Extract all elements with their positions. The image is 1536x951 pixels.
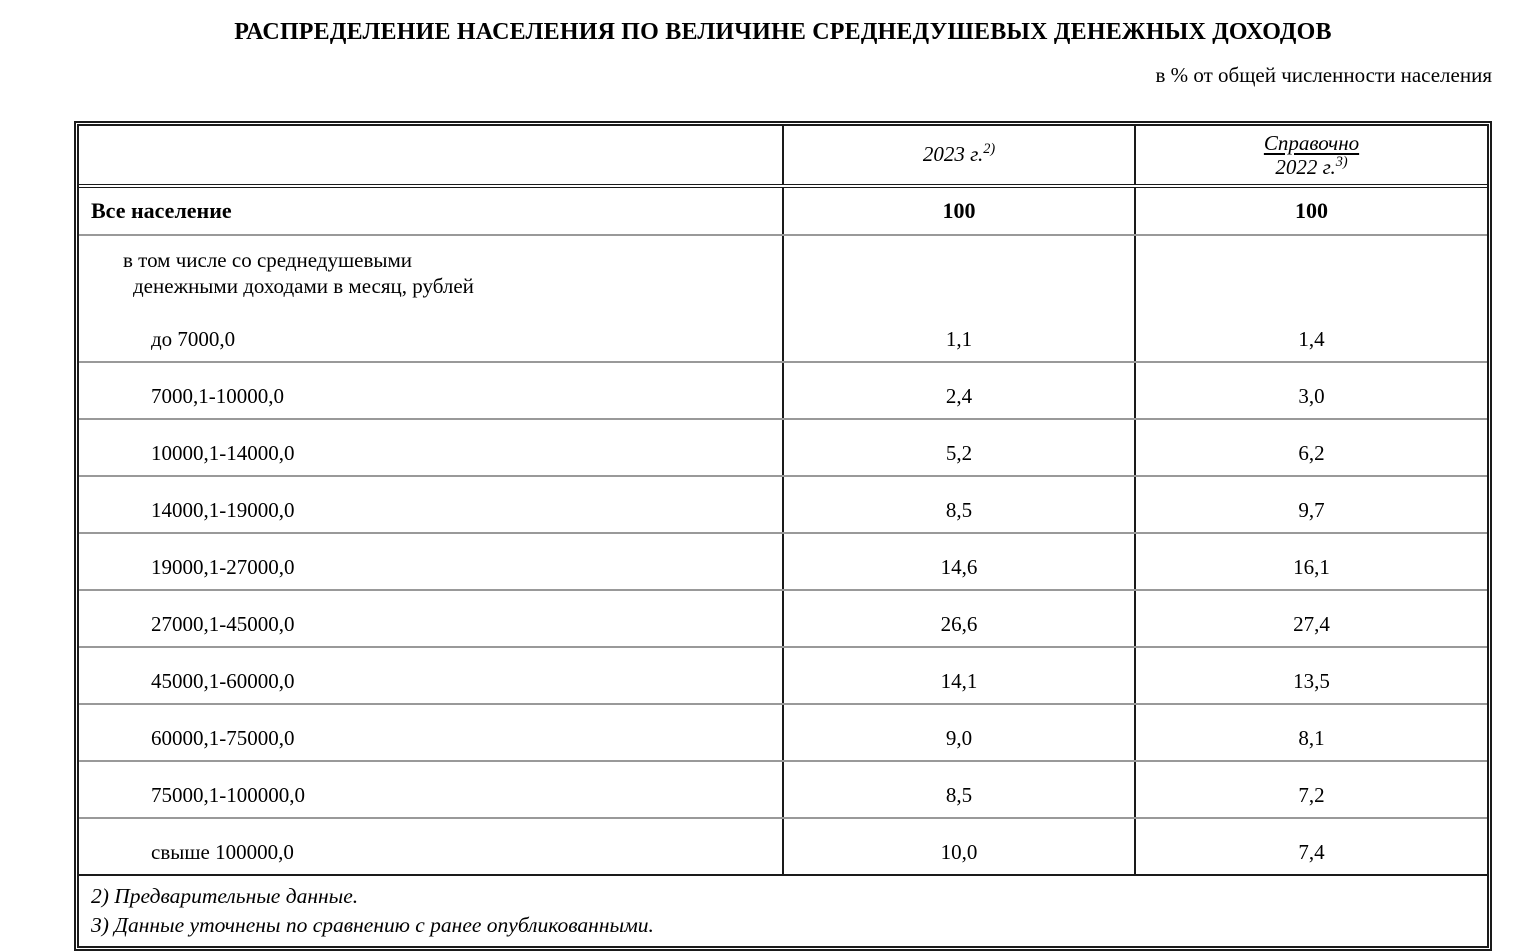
footnote-ref-3-icon: 3): [1335, 153, 1348, 170]
table-footnotes-row: [79, 875, 1487, 946]
row-value-2023: 8,5: [783, 761, 1135, 818]
subhead-line1: в том числе со среднедушевыми: [123, 247, 413, 272]
row-value-2023: 10,0: [783, 818, 1135, 875]
row-value-2023: 14,6: [783, 533, 1135, 590]
footnote-3: 3) Данные уточнены по сравнению с ранее опубликованными.: [91, 912, 654, 937]
row-value-2022: 13,5: [1135, 647, 1487, 704]
row-label: 45000,1-60000,0: [79, 647, 783, 704]
footnote-2: 2) Предварительные данные.: [91, 883, 359, 908]
row-value-2023: 26,6: [783, 590, 1135, 647]
table-row: [79, 476, 1487, 533]
row-label: 19000,1-27000,0: [79, 533, 783, 590]
row-value-2022: 16,1: [1135, 533, 1487, 590]
table-row: [79, 419, 1487, 476]
header-ref-caption: Справочно: [1263, 130, 1360, 155]
row-label: 60000,1-75000,0: [79, 704, 783, 761]
page-title: РАСПРЕДЕЛЕНИЕ НАСЕЛЕНИЯ ПО ВЕЛИЧИНЕ СРЕДНЕДУШЕВЫХ ДЕНЕЖНЫХ ДОХОДОВ: [234, 19, 1332, 45]
row-value-2022: 7,4: [1135, 818, 1487, 875]
row-label: 14000,1-19000,0: [79, 476, 783, 533]
header-income-cell: [79, 126, 783, 186]
table-row-total: [79, 186, 1487, 235]
header-2022-cell: [1135, 126, 1487, 186]
table: [79, 126, 1487, 946]
row-value-2022: 27,4: [1135, 590, 1487, 647]
row-value-2022: 7,2: [1135, 761, 1487, 818]
header-2022-label: 2022 г.: [1275, 154, 1336, 179]
row-value-2022: 6,2: [1135, 419, 1487, 476]
total-value-2022: 100: [1135, 186, 1487, 235]
row-value-2023: 5,2: [783, 419, 1135, 476]
row-label: до 7000,0: [79, 310, 783, 362]
table-row: [79, 818, 1487, 875]
row-value-2022: 8,1: [1135, 704, 1487, 761]
table-row: [79, 362, 1487, 419]
row-value-2022: 9,7: [1135, 476, 1487, 533]
row-label: 7000,1-10000,0: [79, 362, 783, 419]
page-subtitle: в % от общей численности населения: [1155, 62, 1492, 87]
header-2022-label-line: [1136, 155, 1487, 179]
row-value-2022: 3,0: [1135, 362, 1487, 419]
table-row: [79, 533, 1487, 590]
table-header-row: [79, 126, 1487, 186]
document-page: [74, 0, 1492, 951]
row-value-2023: 8,5: [783, 476, 1135, 533]
table-row: [79, 647, 1487, 704]
header-ref-caption-line: [1136, 131, 1487, 155]
row-value-2023: 9,0: [783, 704, 1135, 761]
footnotes-cell: [79, 875, 1487, 946]
row-value-2023: 1,1: [783, 310, 1135, 362]
footnote-ref-2-icon: 2): [983, 141, 996, 158]
subhead-empty-2023: [783, 235, 1135, 310]
header-2023-label: 2023 г.: [922, 142, 984, 167]
row-label: 75000,1-100000,0: [79, 761, 783, 818]
table-row-subhead: [79, 235, 1487, 310]
total-value-2023: 100: [783, 186, 1135, 235]
row-value-2022: 1,4: [1135, 310, 1487, 362]
subhead-empty-2022: [1135, 235, 1487, 310]
row-value-2023: 2,4: [783, 362, 1135, 419]
row-label: 10000,1-14000,0: [79, 419, 783, 476]
table-row: [79, 310, 1487, 362]
header-2023-cell: [783, 126, 1135, 186]
row-label: свыше 100000,0: [79, 818, 783, 875]
table-row: [79, 704, 1487, 761]
total-row-label: Все население: [79, 186, 783, 235]
table-row: [79, 761, 1487, 818]
subhead-cell: [79, 235, 783, 310]
table-row: [79, 590, 1487, 647]
subhead-line2: денежными доходами в месяц, рублей: [133, 273, 474, 298]
row-value-2023: 14,1: [783, 647, 1135, 704]
row-label: 27000,1-45000,0: [79, 590, 783, 647]
income-distribution-table: [74, 121, 1492, 951]
